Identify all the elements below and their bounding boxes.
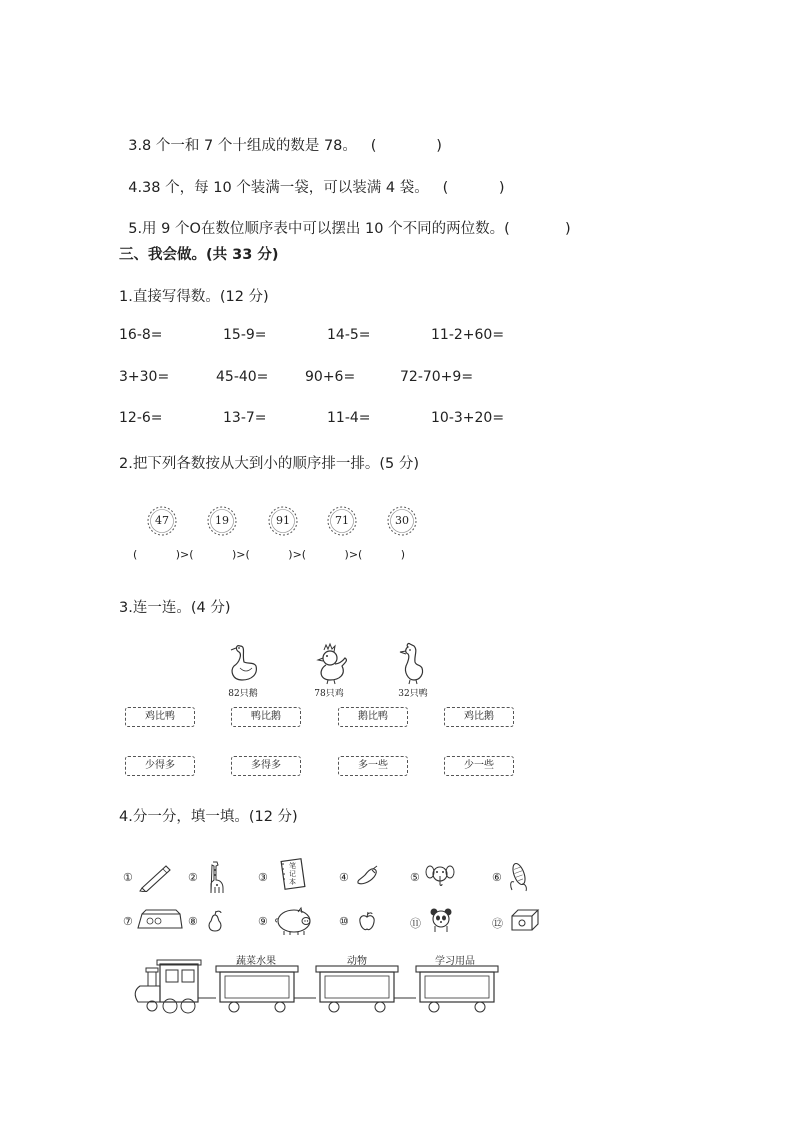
item-number: ⑪ bbox=[410, 917, 421, 930]
calc-item: 14-5= bbox=[327, 327, 371, 343]
wagon-label-school-supplies: 学习用品 bbox=[435, 956, 475, 967]
calc-item: 12-6= bbox=[119, 410, 163, 426]
animal-caption: 78只鸡 bbox=[314, 689, 344, 699]
item-number: ⑥ bbox=[492, 871, 502, 884]
wagon-label-animals: 动物 bbox=[347, 956, 367, 967]
pencil-icon bbox=[138, 862, 174, 892]
elephant-icon bbox=[425, 862, 455, 888]
calc-item: 11-4= bbox=[327, 410, 371, 426]
item-number: ① bbox=[123, 871, 133, 884]
calc-item: 15-9= bbox=[223, 327, 267, 343]
answer-paren[interactable]: ( ) bbox=[504, 221, 571, 237]
judge-item-3: 3.8 个一和 7 个十组成的数是 78。 ( ) bbox=[128, 138, 442, 154]
notebook-label: 笔记本 bbox=[289, 862, 296, 886]
item-number: ⑧ bbox=[188, 915, 198, 928]
duck-icon bbox=[396, 640, 428, 686]
number-medal bbox=[266, 504, 300, 538]
number-medal bbox=[325, 504, 359, 538]
animal-caption: 32只鸭 bbox=[398, 689, 428, 699]
giraffe-icon bbox=[205, 860, 227, 894]
duck bbox=[396, 640, 428, 699]
q2-title: 2.把下列各数按从大到小的顺序排一排。(5 分) bbox=[119, 456, 419, 472]
eggplant-icon bbox=[355, 865, 381, 887]
item-number: ⑩ bbox=[339, 915, 349, 928]
q4-title: 4.分一分，填一填。(12 分) bbox=[119, 809, 298, 825]
pear-icon bbox=[205, 909, 225, 933]
number-medal bbox=[205, 504, 239, 538]
item-number: ⑦ bbox=[123, 915, 133, 928]
item-number: ⑫ bbox=[492, 917, 503, 930]
item-number: ⑨ bbox=[258, 915, 268, 928]
pig-icon bbox=[272, 906, 314, 936]
pencil-case-icon bbox=[136, 908, 184, 932]
panda-icon bbox=[428, 907, 454, 933]
answer-paren[interactable]: ( ) bbox=[370, 138, 442, 154]
item-number: ③ bbox=[258, 871, 268, 884]
notebook bbox=[280, 858, 306, 890]
match-box-top[interactable]: 鸡比鸭 bbox=[125, 707, 195, 727]
match-box-top[interactable]: 鸭比鹅 bbox=[231, 707, 301, 727]
wagon-label-vegetables-fruits: 蔬菜水果 bbox=[236, 956, 276, 967]
item-number: ⑤ bbox=[410, 871, 420, 884]
answer-paren[interactable]: ( ) bbox=[442, 180, 505, 196]
match-box-bottom[interactable]: 多一些 bbox=[338, 756, 408, 776]
animal-caption: 82只鹅 bbox=[228, 689, 258, 699]
calc-item: 16-8= bbox=[119, 327, 163, 343]
corn-icon bbox=[508, 860, 530, 892]
calc-item: 11-2+60= bbox=[431, 327, 505, 343]
goose-icon bbox=[226, 640, 260, 686]
match-box-bottom[interactable]: 少得多 bbox=[125, 756, 195, 776]
goose bbox=[226, 640, 260, 699]
chicken bbox=[312, 640, 350, 699]
judge-item-4: 4.38 个，每 10 个装满一袋，可以装满 4 袋。 ( ) bbox=[128, 180, 505, 196]
medal-number: 71 bbox=[335, 514, 349, 527]
calc-item: 72-70+9= bbox=[400, 369, 474, 385]
medal-number: 19 bbox=[215, 514, 229, 527]
match-box-bottom[interactable]: 少一些 bbox=[444, 756, 514, 776]
number-medal bbox=[145, 504, 179, 538]
sharpener-icon bbox=[509, 906, 541, 932]
calc-item: 45-40= bbox=[216, 369, 269, 385]
medal-number: 30 bbox=[395, 514, 409, 527]
match-box-bottom[interactable]: 多得多 bbox=[231, 756, 301, 776]
calc-item: 10-3+20= bbox=[431, 410, 505, 426]
item-number: ④ bbox=[339, 871, 349, 884]
apple-icon bbox=[357, 910, 377, 932]
medal-number: 91 bbox=[276, 514, 290, 527]
match-box-top[interactable]: 鹅比鸭 bbox=[338, 707, 408, 727]
q1-title: 1.直接写得数。(12 分) bbox=[119, 289, 269, 305]
calc-item: 13-7= bbox=[223, 410, 267, 426]
chicken-icon bbox=[312, 640, 350, 686]
match-box-top[interactable]: 鸡比鹅 bbox=[444, 707, 514, 727]
judge-item-5: 5.用 9 个O在数位顺序表中可以摆出 10 个不同的两位数。( ) bbox=[128, 221, 571, 237]
calc-item: 3+30= bbox=[119, 369, 170, 385]
order-blanks[interactable]: ( )>( )>( )>( )>( ) bbox=[133, 548, 406, 561]
item-number: ② bbox=[188, 871, 198, 884]
q3-title: 3.连一连。(4 分) bbox=[119, 600, 231, 616]
medal-number: 47 bbox=[155, 514, 169, 527]
number-medal bbox=[385, 504, 419, 538]
section-title: 三、我会做。(共 33 分) bbox=[119, 247, 279, 263]
calc-item: 90+6= bbox=[305, 369, 356, 385]
